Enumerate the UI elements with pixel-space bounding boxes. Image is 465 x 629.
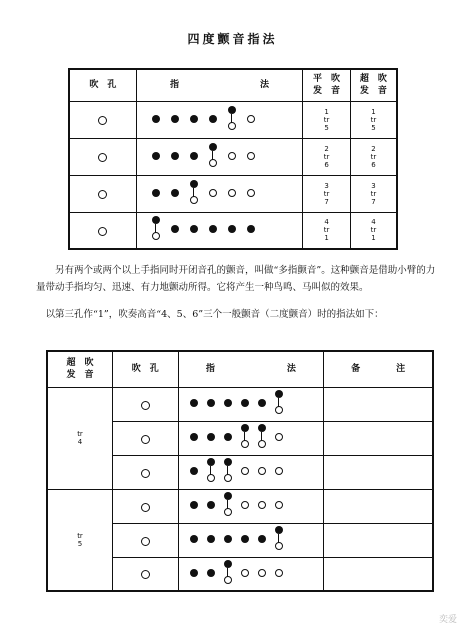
closed-hole-icon (257, 389, 267, 419)
closed-hole-icon (151, 142, 161, 172)
fingering-cell (178, 455, 324, 489)
over-blow-note-cell (47, 489, 113, 591)
open-hole-icon (246, 142, 256, 172)
closed-hole-icon (257, 525, 267, 555)
fingering-cell (136, 138, 302, 175)
blow-hole-icon (141, 435, 150, 444)
fingering-cell (178, 523, 324, 557)
note-label: tr 4 (77, 430, 83, 446)
blow-hole-icon (98, 116, 107, 125)
hole-diagram (137, 179, 302, 209)
open-hole-icon (240, 457, 250, 487)
trill-hole-icon (189, 179, 199, 209)
closed-hole-icon (240, 525, 250, 555)
remarks-cell (324, 523, 433, 557)
closed-hole-icon (223, 389, 233, 419)
hole-diagram (179, 491, 324, 521)
open-hole-icon (274, 491, 284, 521)
fingering-cell (136, 212, 302, 249)
fingering-table-fourth-trill (68, 68, 398, 250)
fingering-cell (136, 175, 302, 212)
blow-hole-icon (141, 537, 150, 546)
blow-hole-icon (98, 153, 107, 162)
note-label: 1 tr 5 (370, 107, 377, 132)
open-hole-icon (274, 457, 284, 487)
header-flat-blow: 平 吹 发 音 (303, 69, 351, 101)
closed-hole-icon (206, 389, 216, 419)
hole-diagram (137, 215, 302, 245)
table-row (69, 101, 397, 138)
note-label: 3 tr 7 (323, 181, 330, 206)
hole-diagram (137, 105, 302, 135)
trill-hole-icon (223, 491, 233, 521)
open-hole-icon (240, 491, 250, 521)
fingering-cell (136, 101, 302, 138)
open-hole-icon (274, 423, 284, 453)
hole-diagram (179, 559, 324, 589)
note-label: 2 tr 6 (323, 144, 330, 169)
remarks-cell (324, 489, 433, 523)
header-fingering: 指 法 (136, 69, 302, 101)
closed-hole-icon (189, 457, 199, 487)
closed-hole-icon (189, 142, 199, 172)
closed-hole-icon (189, 105, 199, 135)
header-over-blow: 超 吹 发 音 (350, 69, 397, 101)
remarks-cell (324, 455, 433, 489)
flat-blow-note-cell (303, 101, 351, 138)
table-row (69, 175, 397, 212)
paragraph-fingering-intro: 以第三孔作“1”，吹奏高音“4、5、6”三个一般颤音（二度颤音）时的指法如下： (45, 309, 384, 320)
note-label: 4 tr 1 (370, 218, 377, 243)
trill-hole-icon (206, 457, 216, 487)
blow-hole-icon (98, 227, 107, 236)
table-row (69, 138, 397, 175)
closed-hole-icon (240, 389, 250, 419)
closed-hole-icon (189, 389, 199, 419)
hole-diagram (179, 423, 324, 453)
over-blow-note-cell (350, 101, 397, 138)
table-row (69, 212, 397, 249)
closed-hole-icon (246, 215, 256, 245)
closed-hole-icon (223, 525, 233, 555)
fingering-cell (178, 489, 324, 523)
open-hole-icon (274, 559, 284, 589)
blow-hole-icon (141, 570, 150, 579)
remarks-cell (324, 387, 433, 421)
open-hole-icon (240, 559, 250, 589)
over-blow-note-cell (350, 175, 397, 212)
blow-hole-icon (141, 401, 150, 410)
closed-hole-icon (189, 423, 199, 453)
open-hole-icon (257, 559, 267, 589)
closed-hole-icon (206, 491, 216, 521)
blow-hole-cell (69, 212, 136, 249)
note-label: 4 tr 1 (323, 218, 330, 243)
paragraph-multi-finger-trill: 另有两个或两个以上手指同时开闭音孔的颤音，叫做“多指颤音”。这种颤音是借助小臂的力量带动手指均匀、迅速、有力地颤动所得。它将产生一种鸟鸣、马叫似的效果。 (36, 265, 436, 293)
trill-hole-icon (151, 215, 161, 245)
table-row (47, 489, 433, 523)
blow-hole-cell (113, 557, 179, 591)
closed-hole-icon (206, 525, 216, 555)
closed-hole-icon (208, 215, 218, 245)
header-over-blow: 超 吹 发 音 (47, 351, 113, 387)
open-hole-icon (246, 179, 256, 209)
closed-hole-icon (206, 559, 216, 589)
blow-hole-cell (69, 138, 136, 175)
closed-hole-icon (151, 179, 161, 209)
closed-hole-icon (189, 559, 199, 589)
closed-hole-icon (189, 491, 199, 521)
blow-hole-cell (69, 175, 136, 212)
over-blow-note-cell (47, 387, 113, 489)
blow-hole-icon (98, 190, 107, 199)
blow-hole-cell (113, 523, 179, 557)
flat-blow-note-cell (303, 212, 351, 249)
note-label: 2 tr 6 (370, 144, 377, 169)
header-blow-hole: 吹 孔 (113, 351, 179, 387)
table-row (47, 387, 433, 421)
closed-hole-icon (206, 423, 216, 453)
fingering-table-high-trill (46, 350, 434, 592)
fingering-cell (178, 557, 324, 591)
open-hole-icon (227, 142, 237, 172)
note-label: tr 5 (77, 531, 83, 548)
trill-hole-icon (223, 457, 233, 487)
hole-diagram (179, 389, 324, 419)
trill-hole-icon (257, 423, 267, 453)
open-hole-icon (208, 179, 218, 209)
note-label: 3 tr 7 (370, 181, 377, 206)
blow-hole-icon (141, 469, 150, 478)
table-header-row (47, 351, 433, 387)
remarks-cell (324, 421, 433, 455)
hole-diagram (179, 457, 324, 487)
flat-blow-note-cell (303, 138, 351, 175)
closed-hole-icon (170, 179, 180, 209)
closed-hole-icon (208, 105, 218, 135)
blow-hole-cell (69, 101, 136, 138)
hole-diagram (137, 142, 302, 172)
watermark: 奕爱 (438, 615, 457, 625)
flat-blow-note-cell (303, 175, 351, 212)
blow-hole-cell (113, 489, 179, 523)
header-fingering: 指 法 (178, 351, 324, 387)
closed-hole-icon (170, 105, 180, 135)
trill-hole-icon (208, 142, 218, 172)
remarks-cell (324, 557, 433, 591)
closed-hole-icon (170, 215, 180, 245)
header-remarks: 备 注 (324, 351, 433, 387)
closed-hole-icon (189, 215, 199, 245)
closed-hole-icon (223, 423, 233, 453)
header-blow-hole: 吹 孔 (69, 69, 136, 101)
open-hole-icon (257, 491, 267, 521)
trill-hole-icon (227, 105, 237, 135)
closed-hole-icon (227, 215, 237, 245)
closed-hole-icon (189, 525, 199, 555)
open-hole-icon (246, 105, 256, 135)
blow-hole-cell (113, 387, 179, 421)
table-header-row (69, 69, 397, 101)
open-hole-icon (257, 457, 267, 487)
closed-hole-icon (170, 142, 180, 172)
page-title: 四度颤音指法 (187, 32, 278, 46)
hole-diagram (179, 525, 324, 555)
note-label: 1 tr 5 (323, 107, 330, 132)
trill-hole-icon (274, 525, 284, 555)
trill-hole-icon (223, 559, 233, 589)
blow-hole-cell (113, 421, 179, 455)
blow-hole-cell (113, 455, 179, 489)
fingering-cell (178, 421, 324, 455)
trill-hole-icon (240, 423, 250, 453)
over-blow-note-cell (350, 212, 397, 249)
fingering-cell (178, 387, 324, 421)
blow-hole-icon (141, 503, 150, 512)
closed-hole-icon (151, 105, 161, 135)
over-blow-note-cell (350, 138, 397, 175)
trill-hole-icon (274, 389, 284, 419)
open-hole-icon (227, 179, 237, 209)
